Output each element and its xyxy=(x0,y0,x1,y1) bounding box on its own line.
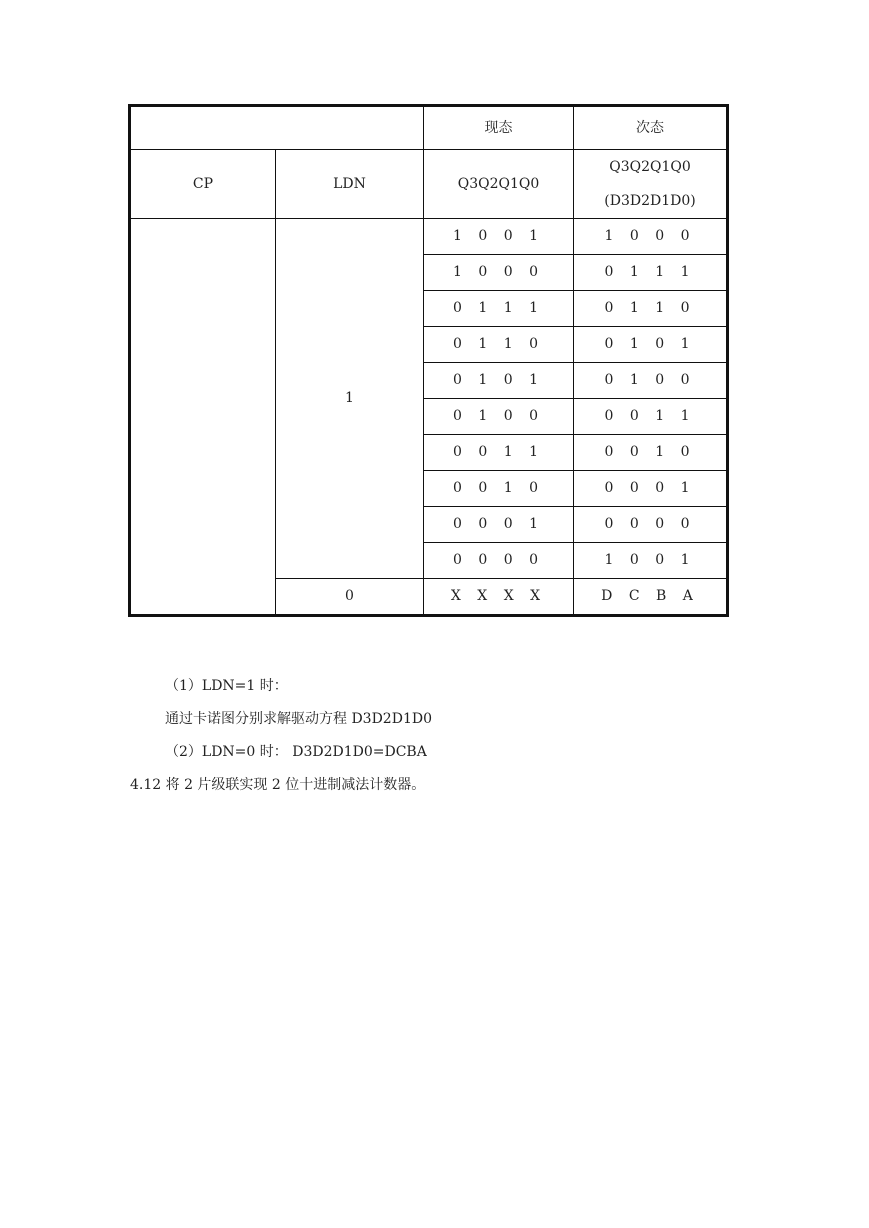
header-next-state: 次态 xyxy=(574,106,728,150)
current-state-cell: 0 0 0 0 xyxy=(424,543,574,579)
next-state-cell: D C B A xyxy=(574,579,728,616)
current-state-cell: 0 1 0 0 xyxy=(424,399,574,435)
next-state-cell: 0 0 0 0 xyxy=(574,507,728,543)
ldn-one-cell: 1 xyxy=(276,219,424,579)
current-state-cell: 1 0 0 1 xyxy=(424,219,574,255)
section-4-12-text: 4.12 将 2 片级联实现 2 位十进制减法计数器。 xyxy=(130,777,426,793)
ldn-zero-equation: （2）LDN=0 时： D3D2D1D0=DCBA xyxy=(165,744,427,760)
next-state-label-line1: Q3Q2Q1Q0 xyxy=(609,159,691,175)
current-state-cell: 0 1 1 0 xyxy=(424,327,574,363)
cp-cell xyxy=(130,219,276,616)
current-state-cell: X X X X xyxy=(424,579,574,616)
next-state-cell: 0 1 0 1 xyxy=(574,327,728,363)
next-state-cell: 0 0 1 1 xyxy=(574,399,728,435)
next-state-label xyxy=(574,150,728,219)
karnaugh-description: 通过卡诺图分别求解驱动方程 D3D2D1D0 xyxy=(165,711,432,727)
current-state-cell: 0 0 1 0 xyxy=(424,471,574,507)
next-state-cell: 0 0 0 1 xyxy=(574,471,728,507)
current-state-label: Q3Q2Q1Q0 xyxy=(424,150,574,219)
state-transition-table xyxy=(128,104,729,617)
next-state-cell: 0 1 0 0 xyxy=(574,363,728,399)
next-state-cell: 0 1 1 0 xyxy=(574,291,728,327)
blank-header-cell xyxy=(130,106,424,150)
current-state-cell: 1 0 0 0 xyxy=(424,255,574,291)
next-state-cell: 1 0 0 1 xyxy=(574,543,728,579)
col-ldn-header: LDN xyxy=(276,150,424,219)
current-state-cell: 0 1 0 1 xyxy=(424,363,574,399)
next-state-cell: 1 0 0 0 xyxy=(574,219,728,255)
ldn-zero-cell: 0 xyxy=(276,579,424,616)
next-state-label-line2: (D3D2D1D0) xyxy=(604,193,696,209)
next-state-cell: 0 1 1 1 xyxy=(574,255,728,291)
col-cp-header: CP xyxy=(130,150,276,219)
current-state-cell: 0 1 1 1 xyxy=(424,291,574,327)
next-state-cell: 0 0 1 0 xyxy=(574,435,728,471)
current-state-cell: 0 0 0 1 xyxy=(424,507,574,543)
table-row xyxy=(130,219,728,255)
ldn-one-heading: （1）LDN=1 时： xyxy=(165,678,288,694)
current-state-cell: 0 0 1 1 xyxy=(424,435,574,471)
header-current-state: 现态 xyxy=(424,106,574,150)
